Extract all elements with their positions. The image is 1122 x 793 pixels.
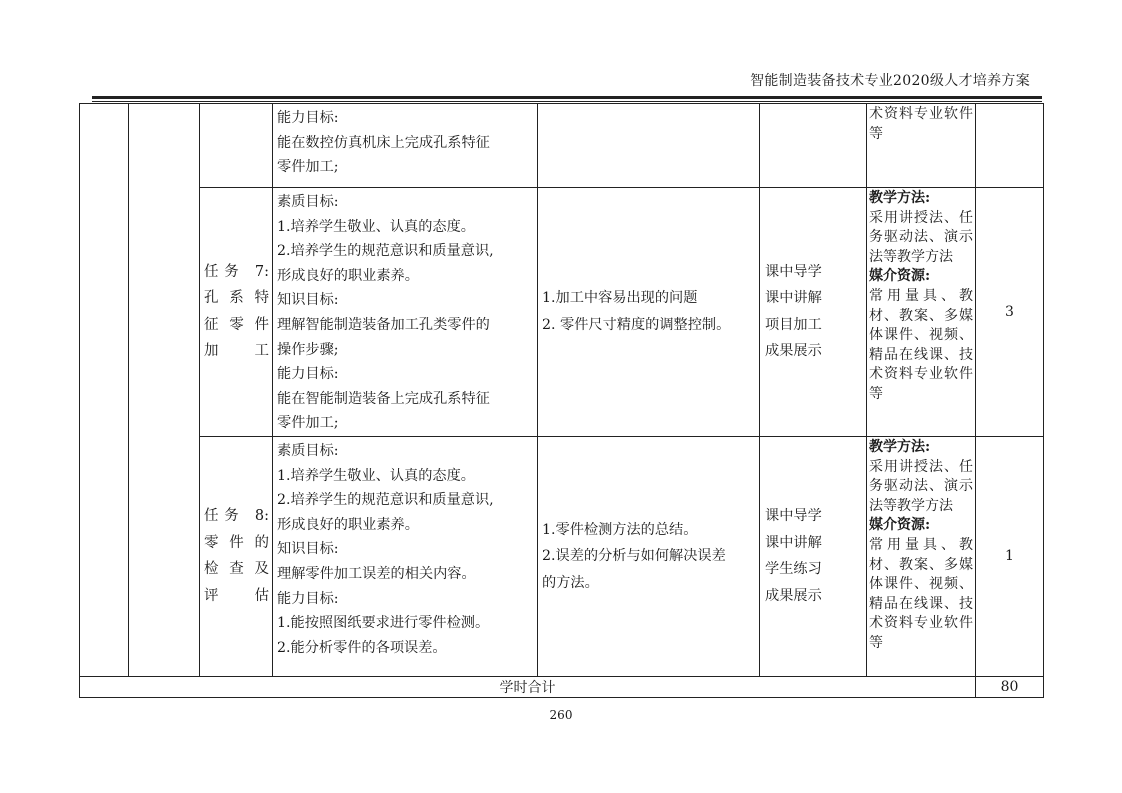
goals-cell [273, 188, 538, 437]
task-cell [200, 436, 273, 676]
task-line: 孔系特 [204, 290, 269, 307]
resource-text: 常用量具、教材、教案、多媒体课件、视频、精品在线课、技术资料专业软件等 [869, 536, 973, 651]
goals-line: 零件加工; [277, 159, 339, 176]
method-line: 学生练习 [765, 561, 822, 578]
module-cell [80, 104, 129, 677]
goals-line: 理解智能制造装备加工孔类零件的 [277, 316, 490, 333]
goals-cell [273, 436, 538, 676]
table-row [80, 104, 1044, 188]
resource-heading: 教学方法: [869, 438, 931, 455]
document-header-title: 智能制造装备技术专业2020级人才培养方案 [750, 73, 1030, 89]
goals-line: 素质目标: [277, 442, 339, 459]
resource-heading: 媒介资源: [869, 517, 931, 534]
task-line: 征零件 [204, 316, 269, 333]
goals-line: 形成良好的职业素养。 [277, 267, 419, 284]
header-rule-thick [92, 96, 1042, 99]
goals-line: 素质目标: [277, 194, 339, 210]
goals-line: 形成良好的职业素养。 [277, 516, 419, 533]
goals-line: 2.培养学生的规范意识和质量意识, [277, 243, 494, 260]
method-cell [760, 188, 867, 437]
method-cell [760, 436, 867, 676]
content-cell [538, 188, 760, 437]
content-line: 的方法。 [542, 574, 599, 591]
goals-line: 2.能分析零件的各项误差。 [277, 639, 447, 656]
goals-line: 能力目标: [277, 110, 339, 126]
content-line: 1.零件检测方法的总结。 [542, 521, 698, 538]
task-line: 零件的 [204, 534, 269, 551]
task-cell [200, 104, 273, 188]
goals-line: 1.能按照图纸要求进行零件检测。 [277, 615, 490, 632]
resources-cell [867, 188, 976, 437]
task-line: 加工 [204, 343, 269, 360]
method-line: 课中导学 [765, 263, 822, 280]
resource-text: 采用讲授法、任务驱动法、演示法等教学方法 [869, 458, 973, 514]
total-hours: 80 [976, 676, 1044, 697]
goals-line: 零件加工; [277, 415, 339, 432]
table-row [80, 188, 1044, 437]
content-cell [538, 104, 760, 188]
goals-line: 理解零件加工误差的相关内容。 [277, 565, 476, 582]
hours-cell: 1 [976, 436, 1044, 676]
task-line: 评估 [204, 587, 269, 604]
header-rule-thin [92, 101, 1042, 102]
resources-cell [867, 104, 976, 188]
method-line: 课中讲解 [765, 290, 822, 307]
content-line: 1.加工中容易出现的问题 [542, 290, 698, 307]
task-line: 任务 7: [204, 263, 269, 280]
task-line: 任务 8: [204, 508, 269, 525]
method-line: 课中讲解 [765, 534, 822, 551]
goals-line: 能力目标: [277, 590, 339, 607]
goals-line: 知识目标: [277, 292, 339, 309]
goals-line: 操作步骤; [277, 341, 339, 358]
curriculum-table [79, 103, 1044, 698]
method-line: 成果展示 [765, 587, 822, 604]
goals-line: 2.培养学生的规范意识和质量意识, [277, 492, 494, 509]
method-cell [760, 104, 867, 188]
table-row [80, 436, 1044, 676]
hours-cell [976, 104, 1044, 188]
content-cell [538, 436, 760, 676]
resources-cell [867, 436, 976, 676]
task-line: 检查及 [204, 561, 269, 578]
page-number: 260 [549, 708, 573, 722]
project-cell [129, 104, 200, 677]
resource-text: 常用量具、教材、教案、多媒体课件、视频、精品在线课、技术资料专业软件等 [869, 287, 973, 402]
hours-cell: 3 [976, 188, 1044, 437]
method-line: 项目加工 [765, 316, 822, 333]
total-row [80, 676, 1044, 697]
resource-heading: 教学方法: [869, 190, 931, 206]
goals-line: 能在数控仿真机床上完成孔系特征 [277, 134, 490, 151]
total-label: 学时合计 [80, 676, 976, 697]
goals-line: 1.培养学生敬业、认真的态度。 [277, 467, 475, 484]
method-line: 成果展示 [765, 343, 822, 360]
goals-cell [273, 104, 538, 188]
task-cell [200, 188, 273, 437]
goals-line: 能在智能制造装备上完成孔系特征 [277, 390, 490, 407]
content-line: 2. 零件尺寸精度的调整控制。 [542, 316, 731, 333]
method-line: 课中导学 [765, 508, 822, 525]
resource-text: 采用讲授法、任务驱动法、演示法等教学方法 [869, 209, 973, 265]
content-line: 2.误差的分析与如何解决误差 [542, 548, 726, 565]
goals-line: 能力目标: [277, 366, 339, 383]
goals-line: 知识目标: [277, 541, 339, 558]
resource-text: 术资料专业软件等 [869, 106, 973, 142]
goals-line: 1.培养学生敬业、认真的态度。 [277, 218, 475, 235]
resource-heading: 媒介资源: [869, 268, 931, 285]
